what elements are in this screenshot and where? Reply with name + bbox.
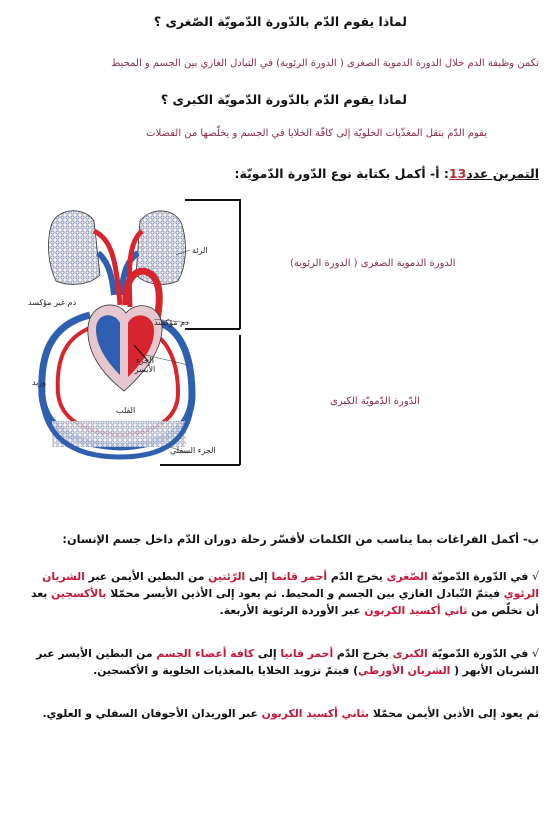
part-b-title: ب- أكمل الفراغات بما يناسب من الكلمات لأقسّر رحلة دوران الدّم داخل جسم الإنسان: [62, 533, 539, 546]
fill-bright-red: أحمر قانيا [280, 647, 334, 660]
fill-big: الكبرى [392, 647, 428, 660]
label-vein: وريد [32, 378, 47, 387]
fill-all-organs: كافة أعضاء الجسم [156, 647, 255, 660]
fill-oxygen: بالأكسجين [51, 587, 107, 600]
paragraph-small-circulation: √ في الدّورة الدّمويّة الصّغرى يخرج الدّم أحمر قاتما إلى الرّئتين من البطين الأيمن عبر الشريان الرئوي فيتمّ التّبادل الغازي بين الجسم و المحيط. ثم يعود إلى الأذين الأيسر محمّلا بالأكسجين بعد أن تخلّص من ثاني أكسيد الكربون عبر الأوردة الرئوية الأربعة. [30, 570, 539, 617]
bracket-mid-line [185, 328, 240, 330]
answer-2: يقوم الدّم بنقل المغذّيات الخلويّة إلى كافّة الخلايا في الجسم و يخلّصها من الفضلات [146, 128, 487, 139]
answer-small-circulation: الدورة الدموية الصغرى ( الدورة الرئوية) [290, 258, 456, 269]
fill-pulmonary-artery: الشريان الرئوي [42, 570, 539, 600]
question-2: لماذا يقوم الدّم بالدّورة الدّمويّة الكبرى ؟ [160, 92, 407, 107]
label-deoxygenated-blood: دم غير مؤكسد [28, 298, 77, 307]
paragraph-return: ثم يعود إلى الأذين الأيمن محمّلا بثاني أكسيد الكربون عبر الوريدان الأجوفان السفلي و العلوي. [42, 707, 539, 720]
fill-co2: ثاني أكسيد الكربون [364, 604, 468, 617]
left-lung [49, 211, 100, 285]
check-mark: √ [532, 570, 539, 583]
answer-1: تكمن وظيفة الدم خلال الدورة الدموية الصغرى ( الدورة الرئوية) في التبادل الغازي بين الجسم و المحيط [111, 58, 539, 69]
check-mark: √ [532, 647, 539, 660]
heart [88, 305, 162, 391]
fill-small: الصّغرى [386, 570, 428, 583]
bracket-bottom-line [160, 464, 240, 466]
fill-co2-return: بثاني أكسيد الكربون [261, 707, 370, 720]
label-heart: القلب [116, 406, 136, 415]
bracket-top-line [185, 199, 240, 201]
paragraph-big-circulation: √ في الدّورة الدّمويّة الكبرى يخرج الدّم أحمر قانيا إلى كافة أعضاء الجسم من البطين الأيسر عبر الشريان الأبهر ( الشريان الأورطي) فيتمّ تزويد الخلايا بالمغذيات الخلوية و الأكسجين. [36, 647, 539, 677]
exercise-title [235, 166, 540, 181]
fill-aorta: الشريان الأورطي [358, 664, 451, 677]
label-oxygenated-blood: دم مؤكسد [154, 318, 189, 327]
exercise-suffix: : أ- أكمل بكتابة نوع الدّورة الدّمويّة: [234, 166, 449, 181]
lower-capillaries [52, 421, 186, 447]
bracket-big-vertical [239, 335, 241, 465]
question-1: لماذا يقوم الدّم بالدّورة الدّمويّة الصّغرى ؟ [153, 14, 407, 29]
fill-lungs: الرّئتين [208, 570, 246, 583]
exercise-prefix: التمرين عدد [466, 166, 539, 181]
label-lung: الرئة [192, 246, 208, 255]
exercise-number: 13 [448, 166, 467, 181]
answer-big-circulation: الدّورة الدّمويّة الكبرى [330, 396, 420, 407]
label-left-part: الجزء الأيسر [134, 356, 156, 374]
bracket-small-vertical [239, 199, 241, 329]
circulation-diagram [30, 195, 270, 475]
fill-dark-red: أحمر قاتما [271, 570, 328, 583]
label-lower-part: الجزء السفلي [170, 446, 216, 455]
